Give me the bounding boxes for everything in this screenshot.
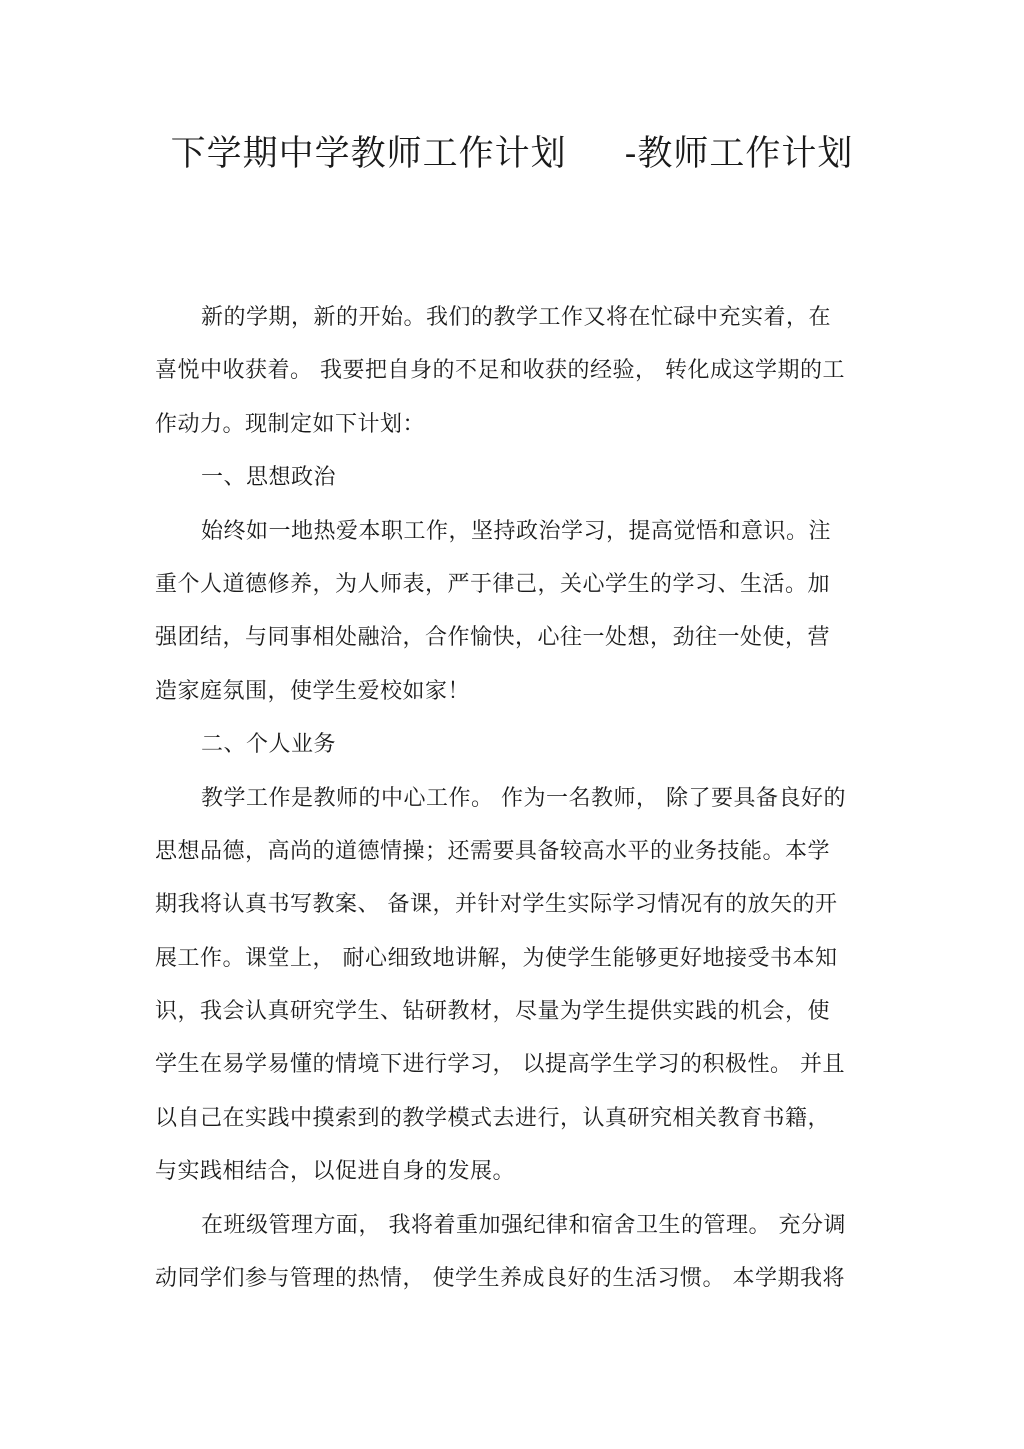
body-line: 作动力。现制定如下计划：: [155, 411, 426, 437]
section-heading: 二、个人业务: [201, 732, 337, 758]
body-line: 学生在易学易懂的情境下进行学习， 以提高学生学习的积极性。 并且: [155, 1052, 845, 1078]
body-line: 展工作。课堂上， 耐心细致地讲解，为使学生能够更好地接受书本知: [155, 945, 838, 971]
body-line: 始终如一地热爱本职工作，坚持政治学习，提高觉悟和意识。注: [201, 518, 832, 544]
body-line: 动同学们参与管理的热情， 使学生养成良好的生活习惯。 本学期我将: [155, 1266, 845, 1292]
body-line: 以自己在实践中摸索到的教学模式去进行，认真研究相关教育书籍，: [155, 1105, 831, 1131]
title-subtitle: -教师工作计划: [624, 134, 854, 174]
body-line: 思想品德，高尚的道德情操；还需要具备较高水平的业务技能。本学: [155, 838, 831, 864]
body-line: 识，我会认真研究学生、钻研教材，尽量为学生提供实践的机会，使: [155, 999, 831, 1025]
body-line: 重个人道德修养，为人师表，严于律己，关心学生的学习、生活。加: [155, 571, 831, 597]
body-line: 新的学期，新的开始。我们的教学工作又将在忙碌中充实着，在: [201, 305, 832, 330]
section-heading: 一、思想政治: [201, 465, 337, 491]
title-main: 下学期中学教师工作计划: [170, 134, 567, 174]
body-line: 与实践相结合，以促进自身的发展。: [155, 1159, 516, 1185]
body-line: 教学工作是教师的中心工作。 作为一名教师， 除了要具备良好的: [201, 785, 846, 811]
document-body: [155, 291, 875, 1305]
body-line: 期我将认真书写教案、 备课，并针对学生实际学习情况有的放矢的开: [155, 892, 838, 918]
body-line: 在班级管理方面， 我将着重加强纪律和宿舍卫生的管理。 充分调: [201, 1212, 846, 1238]
body-line: 强团结，与同事相处融洽，合作愉快，心往一处想，劲往一处使，营: [155, 625, 831, 651]
body-line: 喜悦中收获着。 我要把自身的不足和收获的经验， 转化成这学期的工: [155, 358, 845, 384]
body-line: 造家庭氛围，使学生爱校如家！: [155, 678, 471, 704]
page-title: [0, 128, 1024, 180]
